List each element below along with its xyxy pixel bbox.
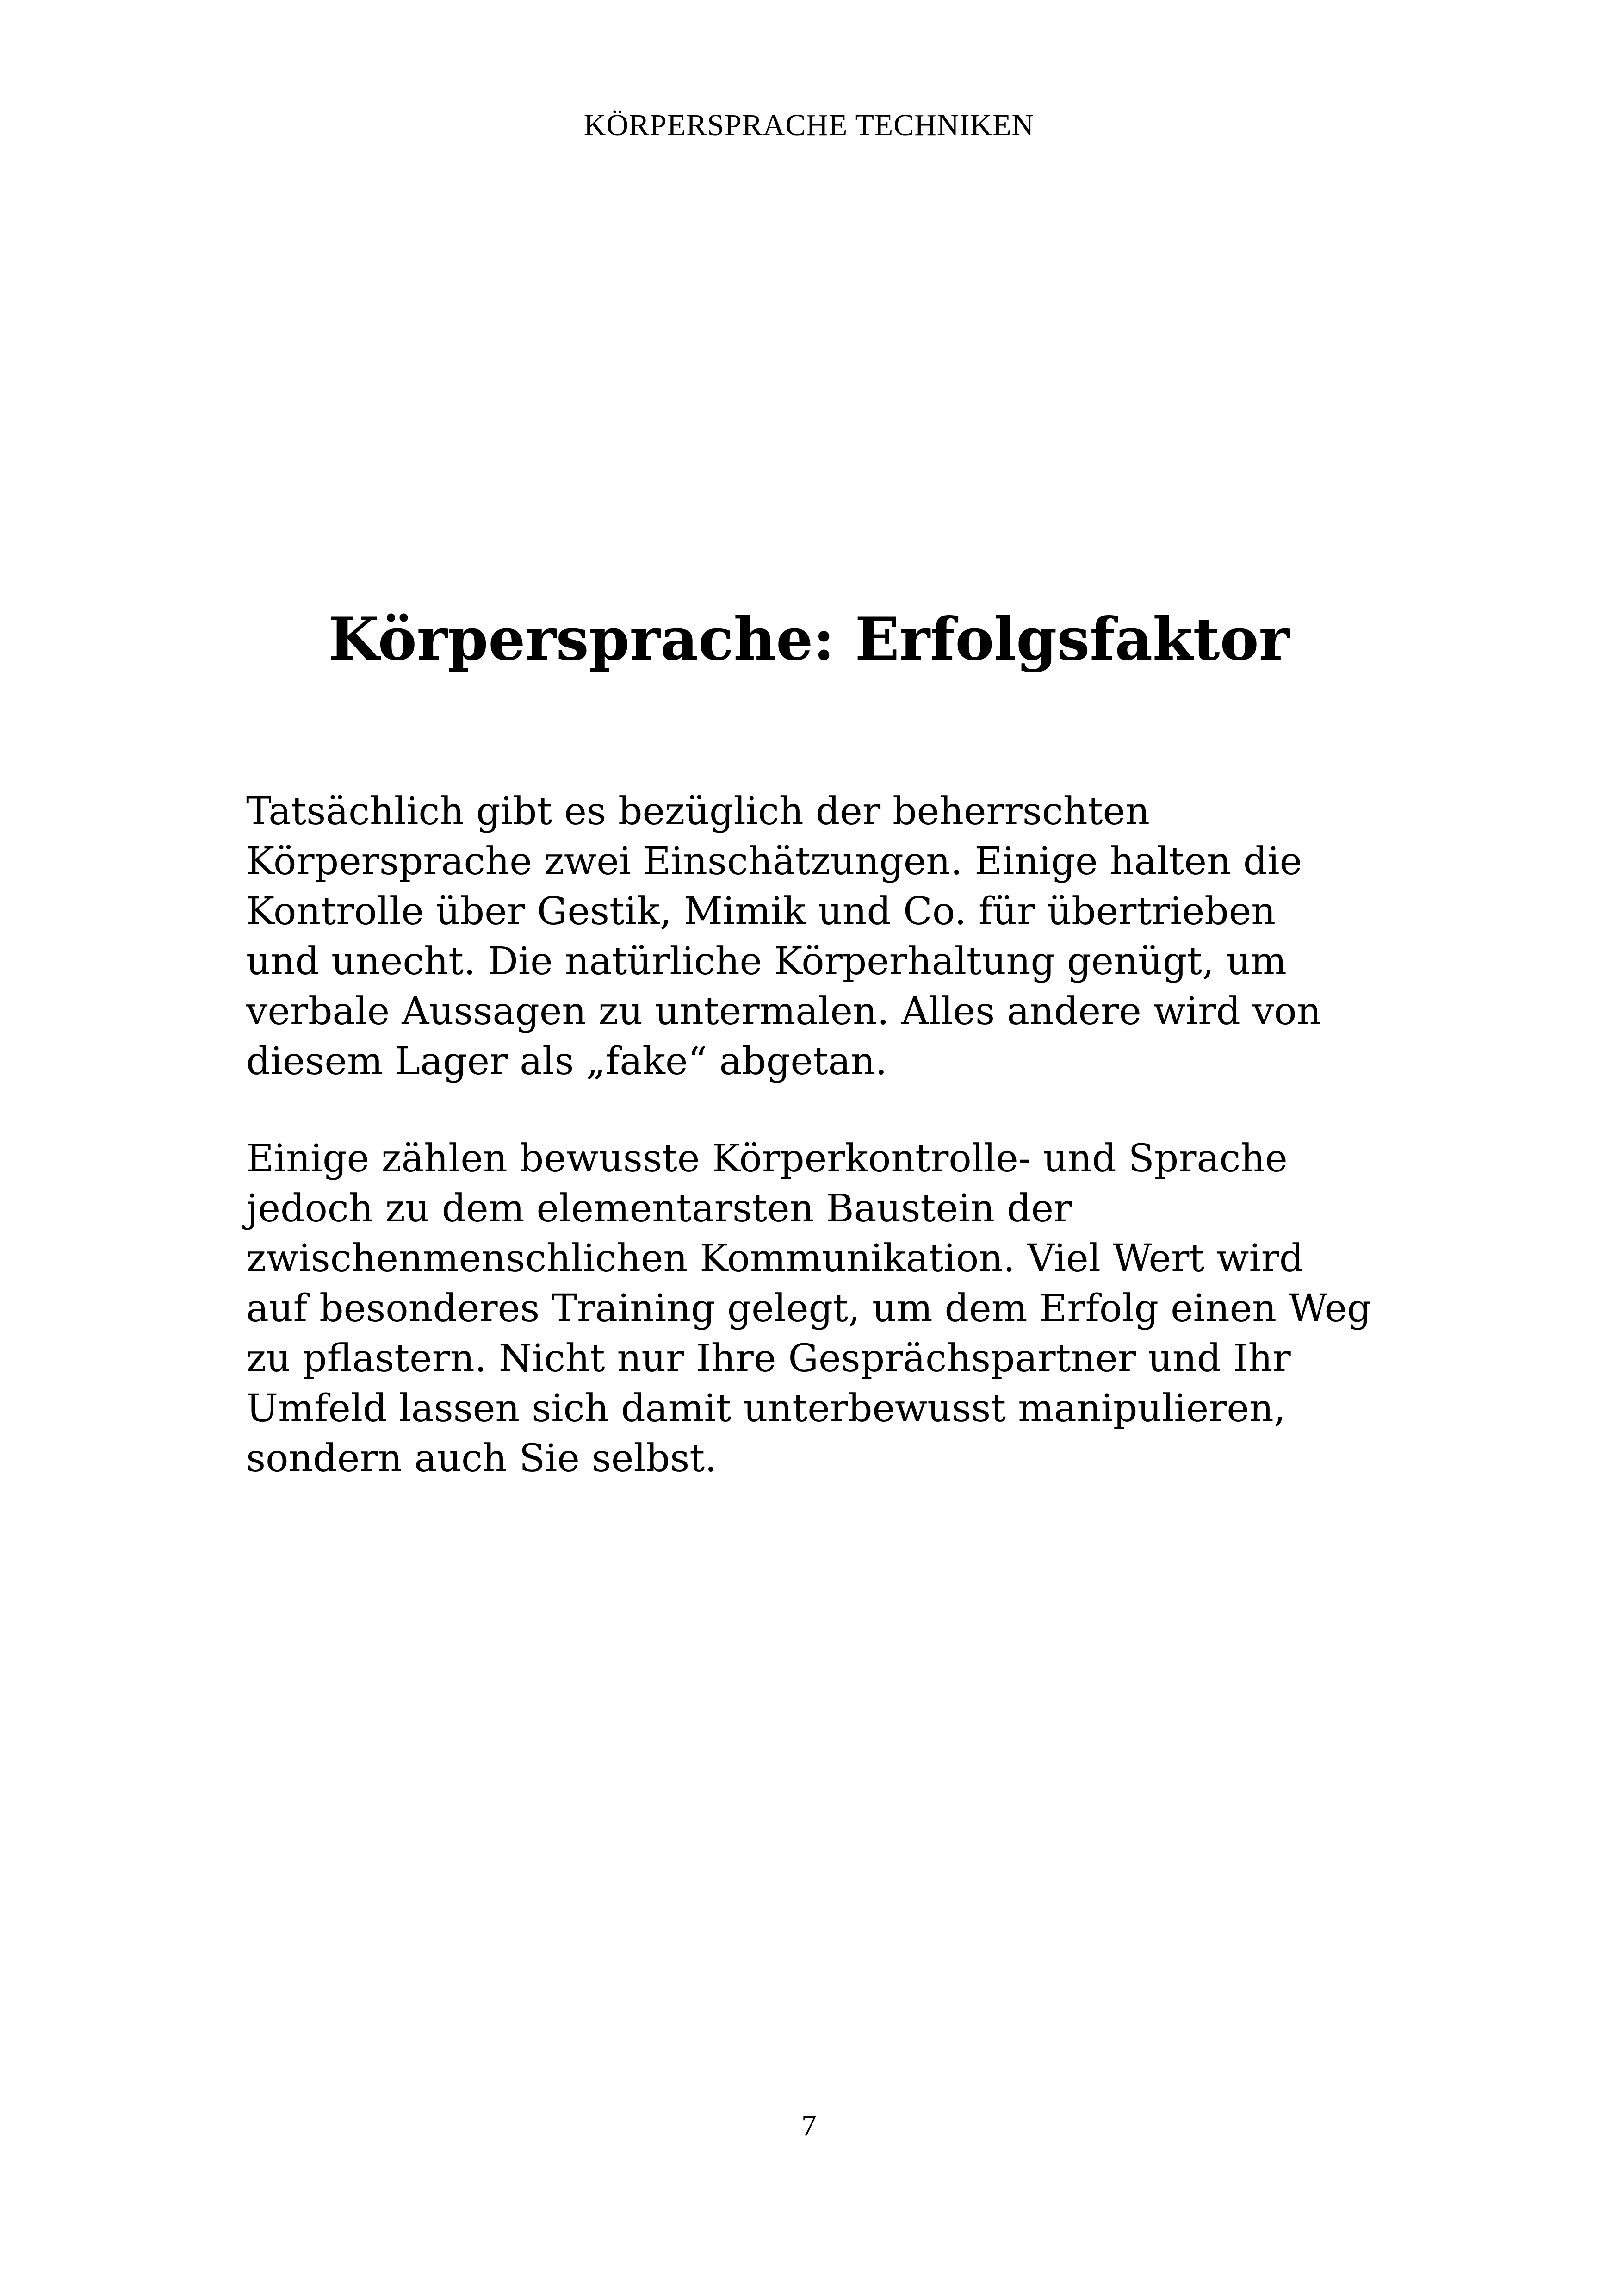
- paragraph-line: Tatsächlich gibt es bezüglich der beherrschten: [246, 790, 1150, 834]
- paragraph-line: Umfeld lassen sich damit unterbewusst manipulieren,: [246, 1387, 1286, 1431]
- paragraph-line: jedoch zu dem elementarsten Baustein der: [246, 1187, 1072, 1231]
- body-paragraph: [246, 1134, 1495, 1484]
- paragraph-line: verbale Aussagen zu untermalen. Alles andere wird von: [246, 989, 1321, 1033]
- paragraph-line: zwischenmenschlichen Kommunikation. Viel Wert wird: [246, 1237, 1304, 1281]
- paragraph-line: sondern auch Sie selbst.: [246, 1437, 717, 1481]
- paragraph-line: Einige zählen bewusste Körperkontrolle- und Sprache: [246, 1137, 1288, 1181]
- paragraph-line: auf besonderes Training gelegt, um dem Erfolg einen Weg: [246, 1287, 1371, 1331]
- page-number: 7: [801, 2109, 817, 2142]
- paragraph-line: diesem Lager als „fake“ abgetan.: [246, 1039, 887, 1083]
- paragraph-line: und unecht. Die natürliche Körperhaltung genügt, um: [246, 940, 1287, 983]
- running-header: KÖRPERSPRACHE TECHNIKEN: [583, 108, 1035, 142]
- paragraph-line: Kontrolle über Gestik, Mimik und Co. für übertrieben: [246, 890, 1276, 933]
- paragraph-line: zu pflastern. Nicht nur Ihre Gesprächspartner und Ihr: [246, 1337, 1291, 1381]
- chapter-title: Körpersprache: Erfolgsfaktor: [328, 605, 1290, 673]
- paragraph-line: Körpersprache zwei Einschätzungen. Einige halten die: [246, 840, 1302, 884]
- body-paragraph: [246, 787, 1495, 1087]
